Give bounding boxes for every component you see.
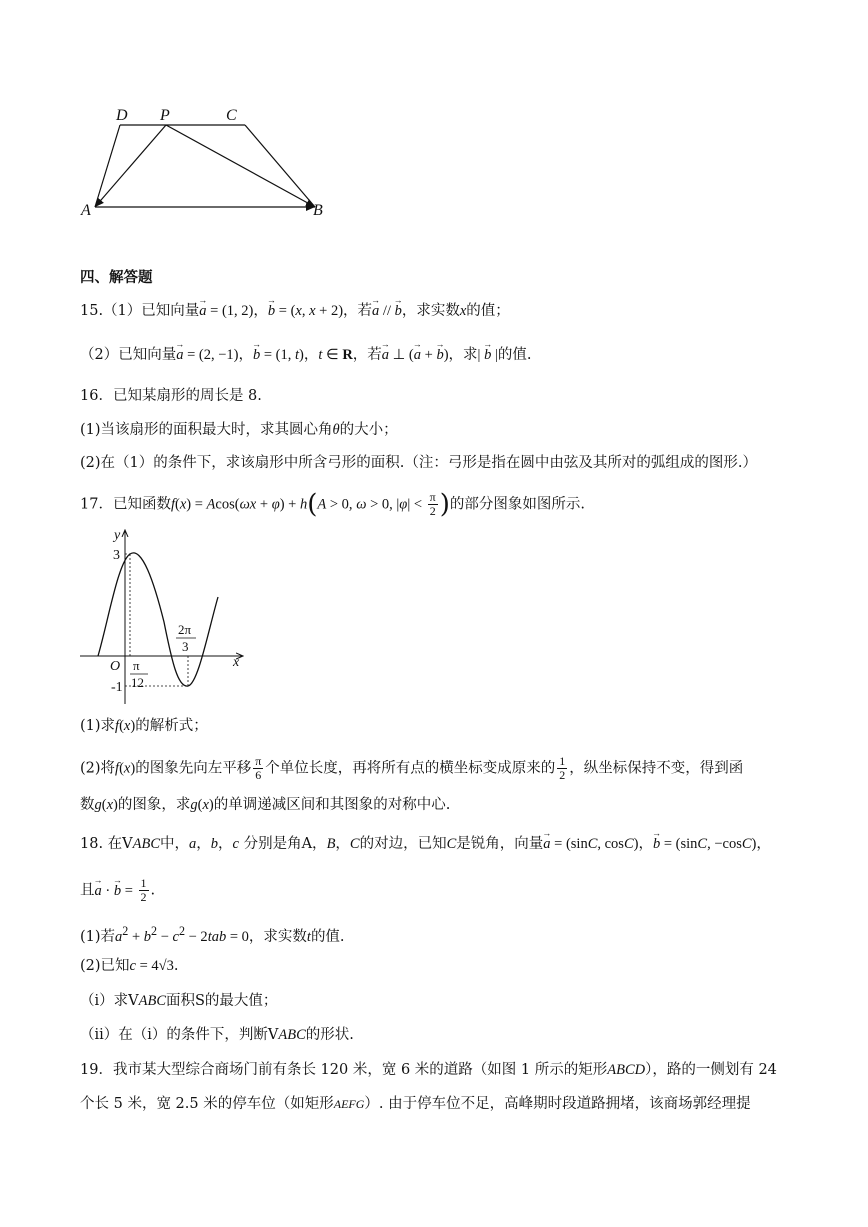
label-a: A — [81, 202, 91, 219]
q17-stem: 17．已知函数f(x) = Acos(ωx + φ) + h(A > 0, ω > 0, |φ| < $\frac{\pi}{2}$ )的部分图象如图所示. — [80, 489, 585, 520]
tick2-num: 2π — [178, 622, 192, 637]
y-label: y — [114, 528, 121, 543]
q15-part1: 15.（1）已知向量→ a = (1, 2)，→ b = (x, x + 2)，若→ a // → b，求实数x的值； — [80, 301, 510, 321]
trapezoid-figure — [70, 100, 340, 225]
q16-sub1: (1)当该扇形的面积最大时，求其圆心角θ的大小； — [80, 422, 398, 438]
x-label: x — [233, 655, 240, 670]
vector-pa — [95, 125, 166, 207]
q15-part2: （2）已知向量→ a = (2, −1)，→ b = (1, t)，t ∈ R，若→ a ⊥ (→ a + → b)，求| → b |的值. — [80, 345, 531, 365]
q18-sub2: (2)已知c = 4√3. — [80, 958, 179, 974]
q18-sub1: (1)若$a^2 + b^2 - c^2 - 2tab = 0$，求实数t的值. — [80, 924, 345, 945]
edge-da — [95, 125, 120, 207]
min-label: -1 — [111, 680, 123, 695]
label-d: D — [116, 107, 128, 124]
q17-graph — [78, 522, 258, 707]
section-title: 四、解答题 — [80, 270, 153, 286]
q17-sub2: (2)将f(x)的图象先向左平移 $\frac{\pi}{6}$ 个单位长度，再将所有点的横坐标变成原来的 $\frac{1}{2}$ ，纵坐标保持不变，得到函 — [80, 754, 744, 782]
label-c: C — [226, 107, 237, 124]
tick2-den: 3 — [182, 639, 189, 654]
label-p: P — [160, 107, 170, 124]
q18-sub2-ii: （ii）在（i）的条件下，判断VABC的形状. — [80, 1027, 354, 1043]
tick1-num: π — [133, 658, 140, 673]
edge-cb — [245, 125, 315, 207]
q17-sub2-cont: 数g(x)的图象，求g(x)的单调递减区间和其图象的对称中心. — [80, 797, 451, 813]
q18-stem: 18. 在VABC中，a，b，c 分别是角A，B，C的对边，已知C是锐角，向量→ a = (sinC, cosC)，→ b = (sinC, −cosC)， — [80, 834, 771, 854]
q18-condition: 且→ a · → b = $\frac{1}{2}$ . — [80, 877, 155, 904]
max-label: 3 — [113, 548, 120, 563]
tick1-den: 12 — [131, 675, 144, 690]
q16-sub2: (2)在（1）的条件下，求该扇形中所含弓形的面积.（注：弓形是指在圆中由弦及其所对的弧组成的图形.） — [80, 455, 757, 471]
vector-pb — [166, 125, 315, 207]
q17-sub1: (1)求f(x)的解析式； — [80, 718, 208, 734]
label-b: B — [313, 202, 323, 219]
q18-sub2-i: （i）求VABC面积S的最大值； — [80, 993, 278, 1009]
origin-label: O — [110, 659, 121, 674]
q16-stem: 16．已知某扇形的周长是 8. — [80, 388, 262, 404]
q19-line1: 19．我市某大型综合商场门前有条长 120 米，宽 6 米的道路（如图 1 所示的矩形ABCD），路的一侧划有 24 — [80, 1062, 777, 1078]
q19-line2: 个长 5 米，宽 2.5 米的停车位（如矩形AEFG）. 由于停车位不足，高峰期时段道路拥堵，该商场郭经理提 — [80, 1096, 751, 1112]
